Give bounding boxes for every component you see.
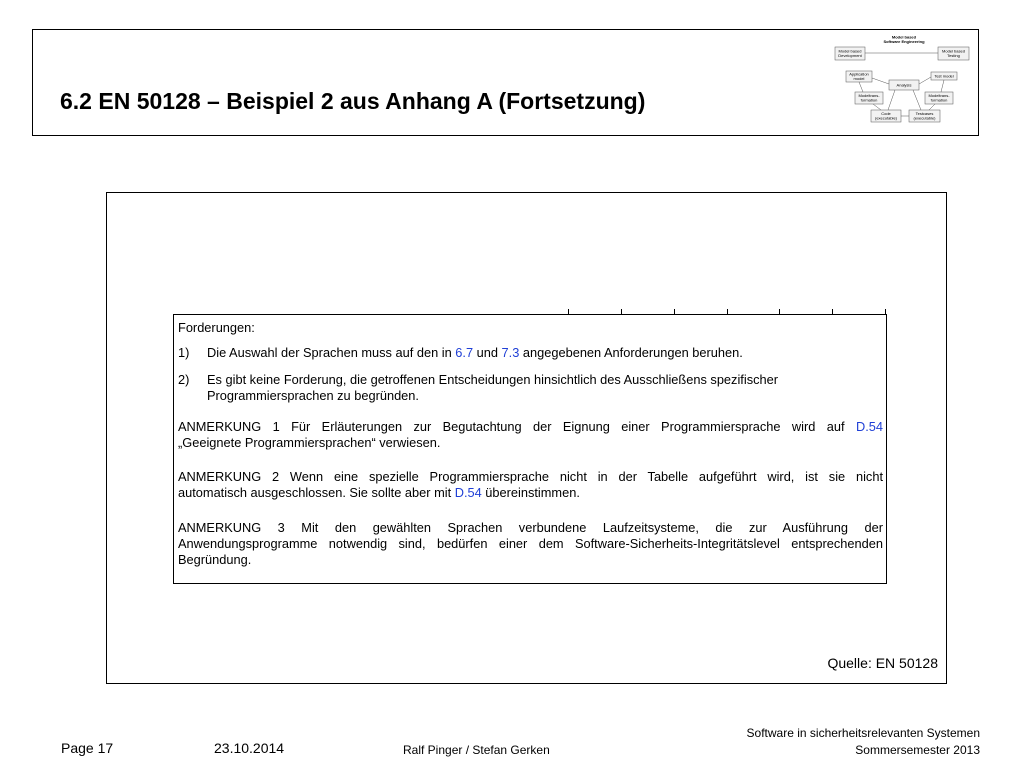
note-line: Anwendungsprogramme notwendig sind, bedürfen einer dem Software-Sicherheits-Integritätslevel entsprechenden — [178, 536, 883, 551]
mt-right-label-2: formation — [930, 97, 948, 103]
note-line: ANMERKUNG 3 Mit den gewählten Sprachen verbundene Laufzeitsysteme, die zur Ausführung der — [178, 520, 883, 535]
ref-link-6-7[interactable]: 6.7 — [455, 345, 474, 360]
note-3 — [178, 520, 883, 568]
footer-course: Software in sicherheitsrelevanten Systemen — [746, 726, 980, 740]
footer-date: 23.10.2014 — [214, 740, 285, 756]
testcases-label-2: (executable) — [913, 115, 936, 121]
mbt-label-1: Model based — [942, 48, 965, 54]
table-column-tick — [568, 309, 569, 315]
note-line: „Geeignete Programmiersprachen“ verwiesen. — [178, 435, 441, 450]
standard-excerpt — [173, 314, 887, 584]
connector-mt-tc — [929, 104, 935, 110]
note-2 — [178, 469, 883, 501]
ref-link-d54[interactable]: D.54 — [855, 419, 883, 434]
table-column-tick — [885, 309, 886, 315]
code-label-1: Code — [881, 111, 891, 116]
mbd-label-2: Development — [838, 53, 862, 58]
app-model-label-2: model — [853, 76, 865, 81]
requirement-text — [207, 345, 878, 361]
connector-mt-code — [873, 104, 881, 110]
mt-left-label-2: formation — [860, 97, 878, 103]
table-column-tick — [832, 309, 833, 315]
connector-test-mt — [941, 80, 944, 92]
connector-app-mt — [859, 82, 863, 92]
connector-test-analysis — [919, 77, 931, 84]
content-frame — [106, 192, 947, 684]
requirement-text-part: angegebenen Anforderungen beruhen. — [519, 345, 743, 360]
requirement-text: Es gibt keine Forderung, die getroffenen Entscheidungen hinsichtlich des Ausschließens spezifischer Programmiersprachen zu begründen. — [207, 372, 778, 403]
note-1 — [178, 419, 883, 451]
table-column-tick — [779, 309, 780, 315]
slide-title: 6.2 EN 50128 – Beispiel 2 aus Anhang A (Fortsetzung) — [60, 88, 646, 114]
note-text: übereinstimmen. — [481, 485, 580, 500]
mbd-label-1: Model based — [838, 48, 862, 54]
mt-left-label-1: Modeltrans- — [858, 93, 880, 98]
mbse-diagram-svg — [833, 33, 975, 129]
mbse-diagram — [833, 33, 975, 129]
requirement-number: 1) — [178, 345, 190, 360]
mbt-label-2: Testing — [947, 53, 960, 58]
mt-right-label-1: Modeltrans- — [928, 93, 950, 98]
diagram-title-1: Model based — [891, 34, 917, 40]
footer-semester: Sommersemester 2013 — [855, 743, 980, 757]
source-citation: Quelle: EN 50128 — [827, 655, 938, 671]
testcases-label-1: Testcases — [915, 111, 934, 116]
test-model-label: Test model — [934, 73, 954, 79]
note-text: ANMERKUNG 1 Für Erläuterungen zur Begutachtung der Eignung einer Programmiersprache wird auf — [178, 419, 856, 434]
requirement-number: 2) — [178, 372, 190, 387]
code-label-2: (executable) — [874, 115, 898, 121]
analysis-label: Analysis — [896, 82, 912, 88]
requirement-text-part: Die Auswahl der Sprachen muss auf den in — [207, 345, 456, 360]
note-line — [178, 419, 883, 435]
note-line — [178, 485, 883, 501]
footer-page: Page 17 — [61, 740, 114, 756]
note-line: ANMERKUNG 2 Wenn eine spezielle Programmiersprache nicht in der Tabelle aufgeführt wird, ist sie nicht — [178, 469, 883, 484]
requirements-heading: Forderungen: — [178, 320, 255, 335]
connector-app-analysis — [872, 78, 889, 84]
app-model-label-1: Application — [849, 71, 869, 77]
table-column-tick — [621, 309, 622, 315]
diagram-title-2: Software Engineering — [883, 39, 925, 44]
requirement-text-part: und — [473, 345, 502, 360]
note-text: automatisch ausgeschlossen. Sie sollte aber mit — [178, 485, 455, 500]
footer-authors: Ralf Pinger / Stefan Gerken — [403, 743, 550, 757]
table-column-tick — [674, 309, 675, 315]
table-column-tick — [727, 309, 728, 315]
note-line: Begründung. — [178, 552, 252, 567]
ref-link-d54[interactable]: D.54 — [454, 485, 482, 500]
connector-analysis-tc — [913, 90, 921, 110]
ref-link-7-3[interactable]: 7.3 — [501, 345, 520, 360]
connector-analysis-code — [888, 90, 895, 110]
